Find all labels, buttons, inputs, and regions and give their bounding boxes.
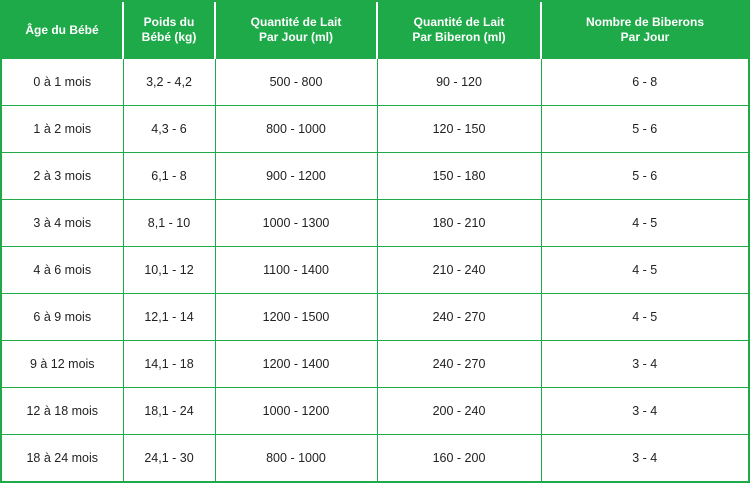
header-age [2, 2, 123, 59]
cell-milk-per-bottle: 90 - 120 [377, 59, 541, 106]
header-milk-per-day-line-1: Quantité de Lait [250, 15, 342, 29]
header-weight [123, 2, 215, 59]
cell-milk-per-day: 1200 - 1500 [215, 293, 377, 340]
cell-weight: 4,3 - 6 [123, 105, 215, 152]
header-bottles-per-day-line-1: Nombre de Biberons [585, 15, 705, 29]
table-row [2, 340, 748, 387]
header-milk-per-day-line-2: Par Jour (ml) [258, 30, 333, 44]
cell-milk-per-day: 500 - 800 [215, 59, 377, 106]
table-row [2, 293, 748, 340]
cell-age: 0 à 1 mois [2, 59, 123, 106]
table-row [2, 434, 748, 481]
table-row [2, 105, 748, 152]
cell-age: 2 à 3 mois [2, 152, 123, 199]
table-row [2, 246, 748, 293]
table-row [2, 59, 748, 106]
cell-age: 9 à 12 mois [2, 340, 123, 387]
cell-weight: 3,2 - 4,2 [123, 59, 215, 106]
cell-bottles-per-day: 5 - 6 [541, 152, 748, 199]
header-weight-line-1: Poids du [143, 15, 195, 29]
cell-weight: 6,1 - 8 [123, 152, 215, 199]
cell-bottles-per-day: 5 - 6 [541, 105, 748, 152]
table-row [2, 387, 748, 434]
cell-weight: 18,1 - 24 [123, 387, 215, 434]
cell-weight: 24,1 - 30 [123, 434, 215, 481]
cell-weight: 8,1 - 10 [123, 199, 215, 246]
cell-milk-per-day: 1200 - 1400 [215, 340, 377, 387]
cell-bottles-per-day: 3 - 4 [541, 340, 748, 387]
header-bottles-per-day [541, 2, 748, 59]
cell-milk-per-day: 1000 - 1300 [215, 199, 377, 246]
cell-milk-per-bottle: 240 - 270 [377, 340, 541, 387]
cell-age: 12 à 18 mois [2, 387, 123, 434]
cell-milk-per-bottle: 240 - 270 [377, 293, 541, 340]
cell-bottles-per-day: 6 - 8 [541, 59, 748, 106]
cell-milk-per-bottle: 200 - 240 [377, 387, 541, 434]
cell-age: 6 à 9 mois [2, 293, 123, 340]
cell-bottles-per-day: 3 - 4 [541, 387, 748, 434]
cell-milk-per-day: 1000 - 1200 [215, 387, 377, 434]
cell-age: 18 à 24 mois [2, 434, 123, 481]
cell-bottles-per-day: 3 - 4 [541, 434, 748, 481]
header-milk-per-bottle-line-1: Quantité de Lait [413, 15, 505, 29]
cell-age: 4 à 6 mois [2, 246, 123, 293]
table-row [2, 199, 748, 246]
header-row [2, 2, 748, 59]
cell-age: 1 à 2 mois [2, 105, 123, 152]
header-weight-line-2: Bébé (kg) [141, 30, 197, 44]
baby-feeding-table [2, 2, 748, 481]
cell-milk-per-bottle: 150 - 180 [377, 152, 541, 199]
table-row [2, 152, 748, 199]
cell-bottles-per-day: 4 - 5 [541, 246, 748, 293]
cell-milk-per-bottle: 120 - 150 [377, 105, 541, 152]
cell-bottles-per-day: 4 - 5 [541, 199, 748, 246]
header-bottles-per-day-line-2: Par Jour [620, 30, 670, 44]
header-milk-per-bottle [377, 2, 541, 59]
cell-milk-per-day: 800 - 1000 [215, 434, 377, 481]
header-age-line-1: Âge du Bébé [25, 22, 99, 37]
cell-milk-per-day: 800 - 1000 [215, 105, 377, 152]
cell-age: 3 à 4 mois [2, 199, 123, 246]
cell-weight: 10,1 - 12 [123, 246, 215, 293]
header-milk-per-day [215, 2, 377, 59]
cell-milk-per-day: 900 - 1200 [215, 152, 377, 199]
cell-bottles-per-day: 4 - 5 [541, 293, 748, 340]
cell-weight: 12,1 - 14 [123, 293, 215, 340]
cell-milk-per-day: 1100 - 1400 [215, 246, 377, 293]
header-milk-per-bottle-line-2: Par Biberon (ml) [412, 30, 506, 44]
cell-milk-per-bottle: 180 - 210 [377, 199, 541, 246]
cell-weight: 14,1 - 18 [123, 340, 215, 387]
cell-milk-per-bottle: 160 - 200 [377, 434, 541, 481]
cell-milk-per-bottle: 210 - 240 [377, 246, 541, 293]
